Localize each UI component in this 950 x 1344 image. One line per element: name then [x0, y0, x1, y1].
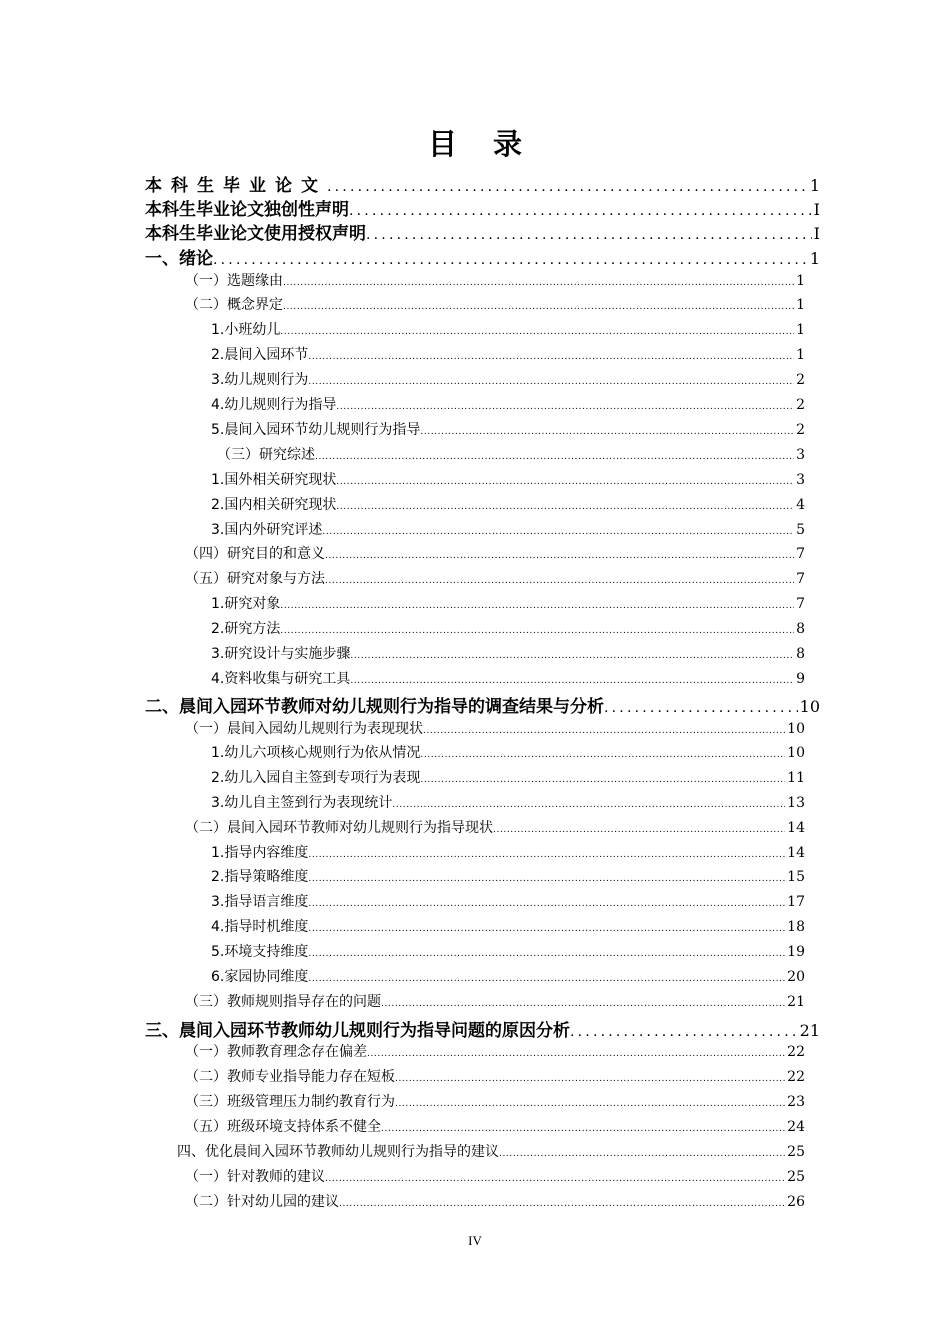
toc-entry-page: I	[813, 224, 820, 243]
toc-entry-page: 15	[787, 869, 805, 885]
toc-leader-dots	[392, 800, 785, 810]
toc-entry[interactable]	[211, 767, 805, 789]
toc-entry-page: I	[813, 200, 820, 219]
toc-entry-label: 1.国外相关研究现状	[211, 472, 337, 488]
toc-entry-page: 7	[796, 596, 805, 612]
toc-entry-label: 3.研究设计与实施步骤	[211, 646, 351, 662]
toc-leader-dots	[366, 227, 812, 243]
toc-entry-page: 1	[809, 249, 820, 268]
toc-entry-page: 19	[787, 944, 805, 960]
toc-entry-page: 10	[787, 721, 805, 737]
toc-entry-page: 1	[809, 176, 820, 195]
toc-entry-page: 22	[787, 1044, 805, 1060]
toc-entry-label: 2.国内相关研究现状	[211, 497, 337, 513]
toc-entry-label: （一）晨间入园幼儿规则行为表现现状	[185, 721, 423, 737]
toc-entry[interactable]	[185, 991, 805, 1013]
toc-entry-page: 23	[787, 1094, 805, 1110]
toc-leader-dots	[423, 726, 785, 736]
toc-leader-dots	[280, 626, 794, 636]
toc-entry[interactable]	[211, 643, 805, 665]
toc-entry[interactable]	[185, 1191, 805, 1213]
toc-leader-dots	[420, 427, 794, 437]
toc-entry[interactable]	[185, 1091, 805, 1113]
toc-entry[interactable]	[211, 394, 805, 416]
toc-leader-dots	[280, 327, 794, 337]
toc-leader-dots	[213, 252, 808, 268]
toc-entry-page: 3	[796, 447, 805, 463]
toc-entry[interactable]	[211, 419, 805, 441]
page-number: IV	[468, 1233, 482, 1248]
toc-entry[interactable]	[185, 817, 805, 839]
toc-entry[interactable]	[211, 941, 805, 963]
toc-entry[interactable]	[177, 1141, 805, 1163]
toc-leader-dots	[420, 775, 785, 785]
toc-entry[interactable]	[211, 319, 805, 341]
toc-entry-page: 1	[796, 297, 805, 313]
toc-entry-page: 25	[787, 1144, 805, 1160]
toc-entry-label: 3.国内外研究评述	[211, 522, 323, 538]
toc-entry-label: 1.小班幼儿	[211, 322, 281, 338]
toc-leader-dots	[493, 825, 785, 835]
toc-entry[interactable]	[211, 742, 805, 764]
toc-entry-label: （三）研究综述	[217, 447, 315, 463]
toc-entry-label: 1.研究对象	[211, 596, 281, 612]
toc-entry-page: 14	[787, 820, 805, 836]
toc-entry-page: 10	[787, 745, 805, 761]
toc-entry-page: 2	[796, 397, 805, 413]
toc-entry[interactable]	[185, 568, 805, 590]
toc-entry[interactable]	[211, 866, 805, 888]
toc-leader-dots	[308, 949, 785, 959]
toc-leader-dots	[604, 700, 798, 716]
toc-entry-label: 四、优化晨间入园环节教师幼儿规则行为指导的建议	[177, 1144, 499, 1160]
toc-entry-label: （二）针对幼儿园的建议	[185, 1194, 339, 1210]
toc-entry-page: 21	[799, 1021, 820, 1040]
toc-leader-dots	[283, 302, 794, 312]
toc-entry[interactable]	[145, 219, 820, 243]
toc-entry-page: 13	[787, 795, 805, 811]
toc-entry-page: 1	[796, 347, 805, 363]
toc-entry-label: （五）研究对象与方法	[185, 571, 325, 587]
toc-entry-page: 22	[787, 1069, 805, 1085]
toc-entry[interactable]	[185, 294, 805, 316]
toc-entry-page: 3	[796, 472, 805, 488]
toc-leader-dots	[336, 477, 794, 487]
toc-leader-dots	[420, 750, 785, 760]
toc-entry[interactable]	[211, 593, 805, 615]
toc-leader-dots	[322, 527, 794, 537]
toc-entry-label: （二）晨间入园环节教师对幼儿规则行为指导现状	[185, 820, 493, 836]
toc-leader-dots	[381, 1124, 785, 1134]
toc-entry-label: 2.晨间入园环节	[211, 347, 309, 363]
toc-entry-label: 1.指导内容维度	[211, 845, 309, 861]
toc-entry-label: 2.指导策略维度	[211, 869, 309, 885]
toc-entry-page: 26	[787, 1194, 805, 1210]
toc-entry-page: 8	[796, 646, 805, 662]
toc-leader-dots	[350, 651, 794, 661]
toc-leader-dots	[325, 551, 794, 561]
toc-leader-dots	[339, 1199, 785, 1209]
toc-entry-page: 7	[796, 546, 805, 562]
toc-leader-dots	[308, 874, 785, 884]
toc-entry-label: （一）选题缘由	[185, 273, 283, 289]
toc-leader-dots	[327, 179, 808, 195]
toc-entry-label: 本科生毕业论文使用授权声明	[145, 224, 366, 243]
page-title: 目录	[427, 127, 558, 161]
toc-entry[interactable]	[211, 369, 805, 391]
toc-entry-label: 5.环境支持维度	[211, 944, 309, 960]
toc-entry-label: 4.资料收集与研究工具	[211, 671, 351, 687]
toc-entry-page: 5	[796, 522, 805, 538]
toc-leader-dots	[367, 1049, 785, 1059]
toc-entry-page: 24	[787, 1119, 805, 1135]
toc-entry[interactable]	[211, 494, 805, 516]
toc-entry[interactable]	[185, 270, 805, 292]
toc-leader-dots	[283, 278, 794, 288]
toc-entry-label: （二）教师专业指导能力存在短板	[185, 1069, 395, 1085]
toc-entry[interactable]	[145, 171, 820, 195]
toc-entry-label: 三、晨间入园环节教师幼儿规则行为指导问题的原因分析	[145, 1021, 570, 1040]
toc-leader-dots	[350, 676, 794, 686]
toc-entry-page: 21	[787, 994, 805, 1010]
toc-entry-page: 14	[787, 845, 805, 861]
toc-entry-label: 本科生毕业论文	[145, 176, 327, 195]
toc-entry-page: 9	[796, 671, 805, 687]
toc-leader-dots	[308, 899, 785, 909]
toc-entry[interactable]	[217, 444, 805, 466]
toc-entry[interactable]	[211, 344, 805, 366]
toc-leader-dots	[499, 1149, 785, 1159]
toc-entry[interactable]	[185, 1116, 805, 1138]
toc-leader-dots	[336, 402, 794, 412]
toc-entry-label: 3.幼儿规则行为	[211, 372, 309, 388]
toc-entry[interactable]	[211, 891, 805, 913]
toc-entry-page: 8	[796, 621, 805, 637]
toc-entry[interactable]	[211, 842, 805, 864]
toc-leader-dots	[280, 601, 794, 611]
toc-leader-dots	[308, 924, 785, 934]
toc-entry[interactable]	[211, 519, 805, 541]
toc-leader-dots	[349, 203, 812, 219]
toc-entry-label: 6.家园协同维度	[211, 969, 309, 985]
toc-entry-page: 17	[787, 894, 805, 910]
toc-entry-page: 1	[796, 273, 805, 289]
toc-entry-label: （五）班级环境支持体系不健全	[185, 1119, 381, 1135]
toc-leader-dots	[381, 999, 785, 1009]
toc-entry-page: 2	[796, 422, 805, 438]
toc-entry-page: 1	[796, 322, 805, 338]
toc-entry[interactable]	[211, 618, 805, 640]
toc-entry-label: 4.指导时机维度	[211, 919, 309, 935]
toc-entry-label: （四）研究目的和意义	[185, 546, 325, 562]
toc-leader-dots	[308, 352, 794, 362]
toc-entry[interactable]	[185, 1166, 805, 1188]
toc-entry-label: （三）班级管理压力制约教育行为	[185, 1094, 395, 1110]
toc-entry[interactable]	[211, 916, 805, 938]
toc-leader-dots	[308, 377, 794, 387]
toc-entry-page: 11	[787, 770, 805, 786]
toc-entry-page: 4	[796, 497, 805, 513]
toc-entry[interactable]	[145, 692, 820, 716]
toc-leader-dots	[325, 1174, 785, 1184]
toc-entry[interactable]	[211, 966, 805, 988]
toc-entry-page: 18	[787, 919, 805, 935]
toc-leader-dots	[395, 1099, 785, 1109]
toc-entry-page: 20	[787, 969, 805, 985]
toc-leader-dots	[395, 1074, 785, 1084]
toc-entry-label: 3.指导语言维度	[211, 894, 309, 910]
toc-entry[interactable]	[211, 792, 805, 814]
toc-entry-label: （三）教师规则指导存在的问题	[185, 994, 381, 1010]
toc-entry-label: （二）概念界定	[185, 297, 283, 313]
toc-entry-label: 本科生毕业论文独创性声明	[145, 200, 349, 219]
toc-leader-dots	[315, 452, 794, 462]
toc-entry-page: 10	[799, 697, 820, 716]
toc-entry-label: 1.幼儿六项核心规则行为依从情况	[211, 745, 421, 761]
toc-entry[interactable]	[185, 718, 805, 740]
toc-leader-dots	[308, 850, 785, 860]
toc-entry-label: 一、绪论	[145, 249, 213, 268]
toc-entry-label: 4.幼儿规则行为指导	[211, 397, 337, 413]
toc-leader-dots	[570, 1024, 798, 1040]
toc-entry[interactable]	[185, 1041, 805, 1063]
toc-entry-page: 25	[787, 1169, 805, 1185]
toc-entry-label: 2.研究方法	[211, 621, 281, 637]
toc-entry-label: （一）教师教育理念存在偏差	[185, 1044, 367, 1060]
toc-entry[interactable]	[185, 1066, 805, 1088]
toc-entry-label: 5.晨间入园环节幼儿规则行为指导	[211, 422, 421, 438]
toc-entry[interactable]	[145, 244, 820, 268]
toc-entry[interactable]	[145, 1016, 820, 1040]
toc-entry-label: 3.幼儿自主签到行为表现统计	[211, 795, 393, 811]
toc-entry-label: 2.幼儿入园自主签到专项行为表现	[211, 770, 421, 786]
toc-entry-label: 二、晨间入园环节教师对幼儿规则行为指导的调查结果与分析	[145, 697, 604, 716]
toc-leader-dots	[325, 576, 794, 586]
toc-entry-page: 7	[796, 571, 805, 587]
toc-entry-label: （一）针对教师的建议	[185, 1169, 325, 1185]
toc-entry[interactable]	[211, 469, 805, 491]
toc-entry[interactable]	[145, 195, 820, 219]
toc-leader-dots	[308, 974, 785, 984]
toc-leader-dots	[336, 502, 794, 512]
toc-entry[interactable]	[185, 543, 805, 565]
toc-entry[interactable]	[211, 668, 805, 690]
toc-entry-page: 2	[796, 372, 805, 388]
